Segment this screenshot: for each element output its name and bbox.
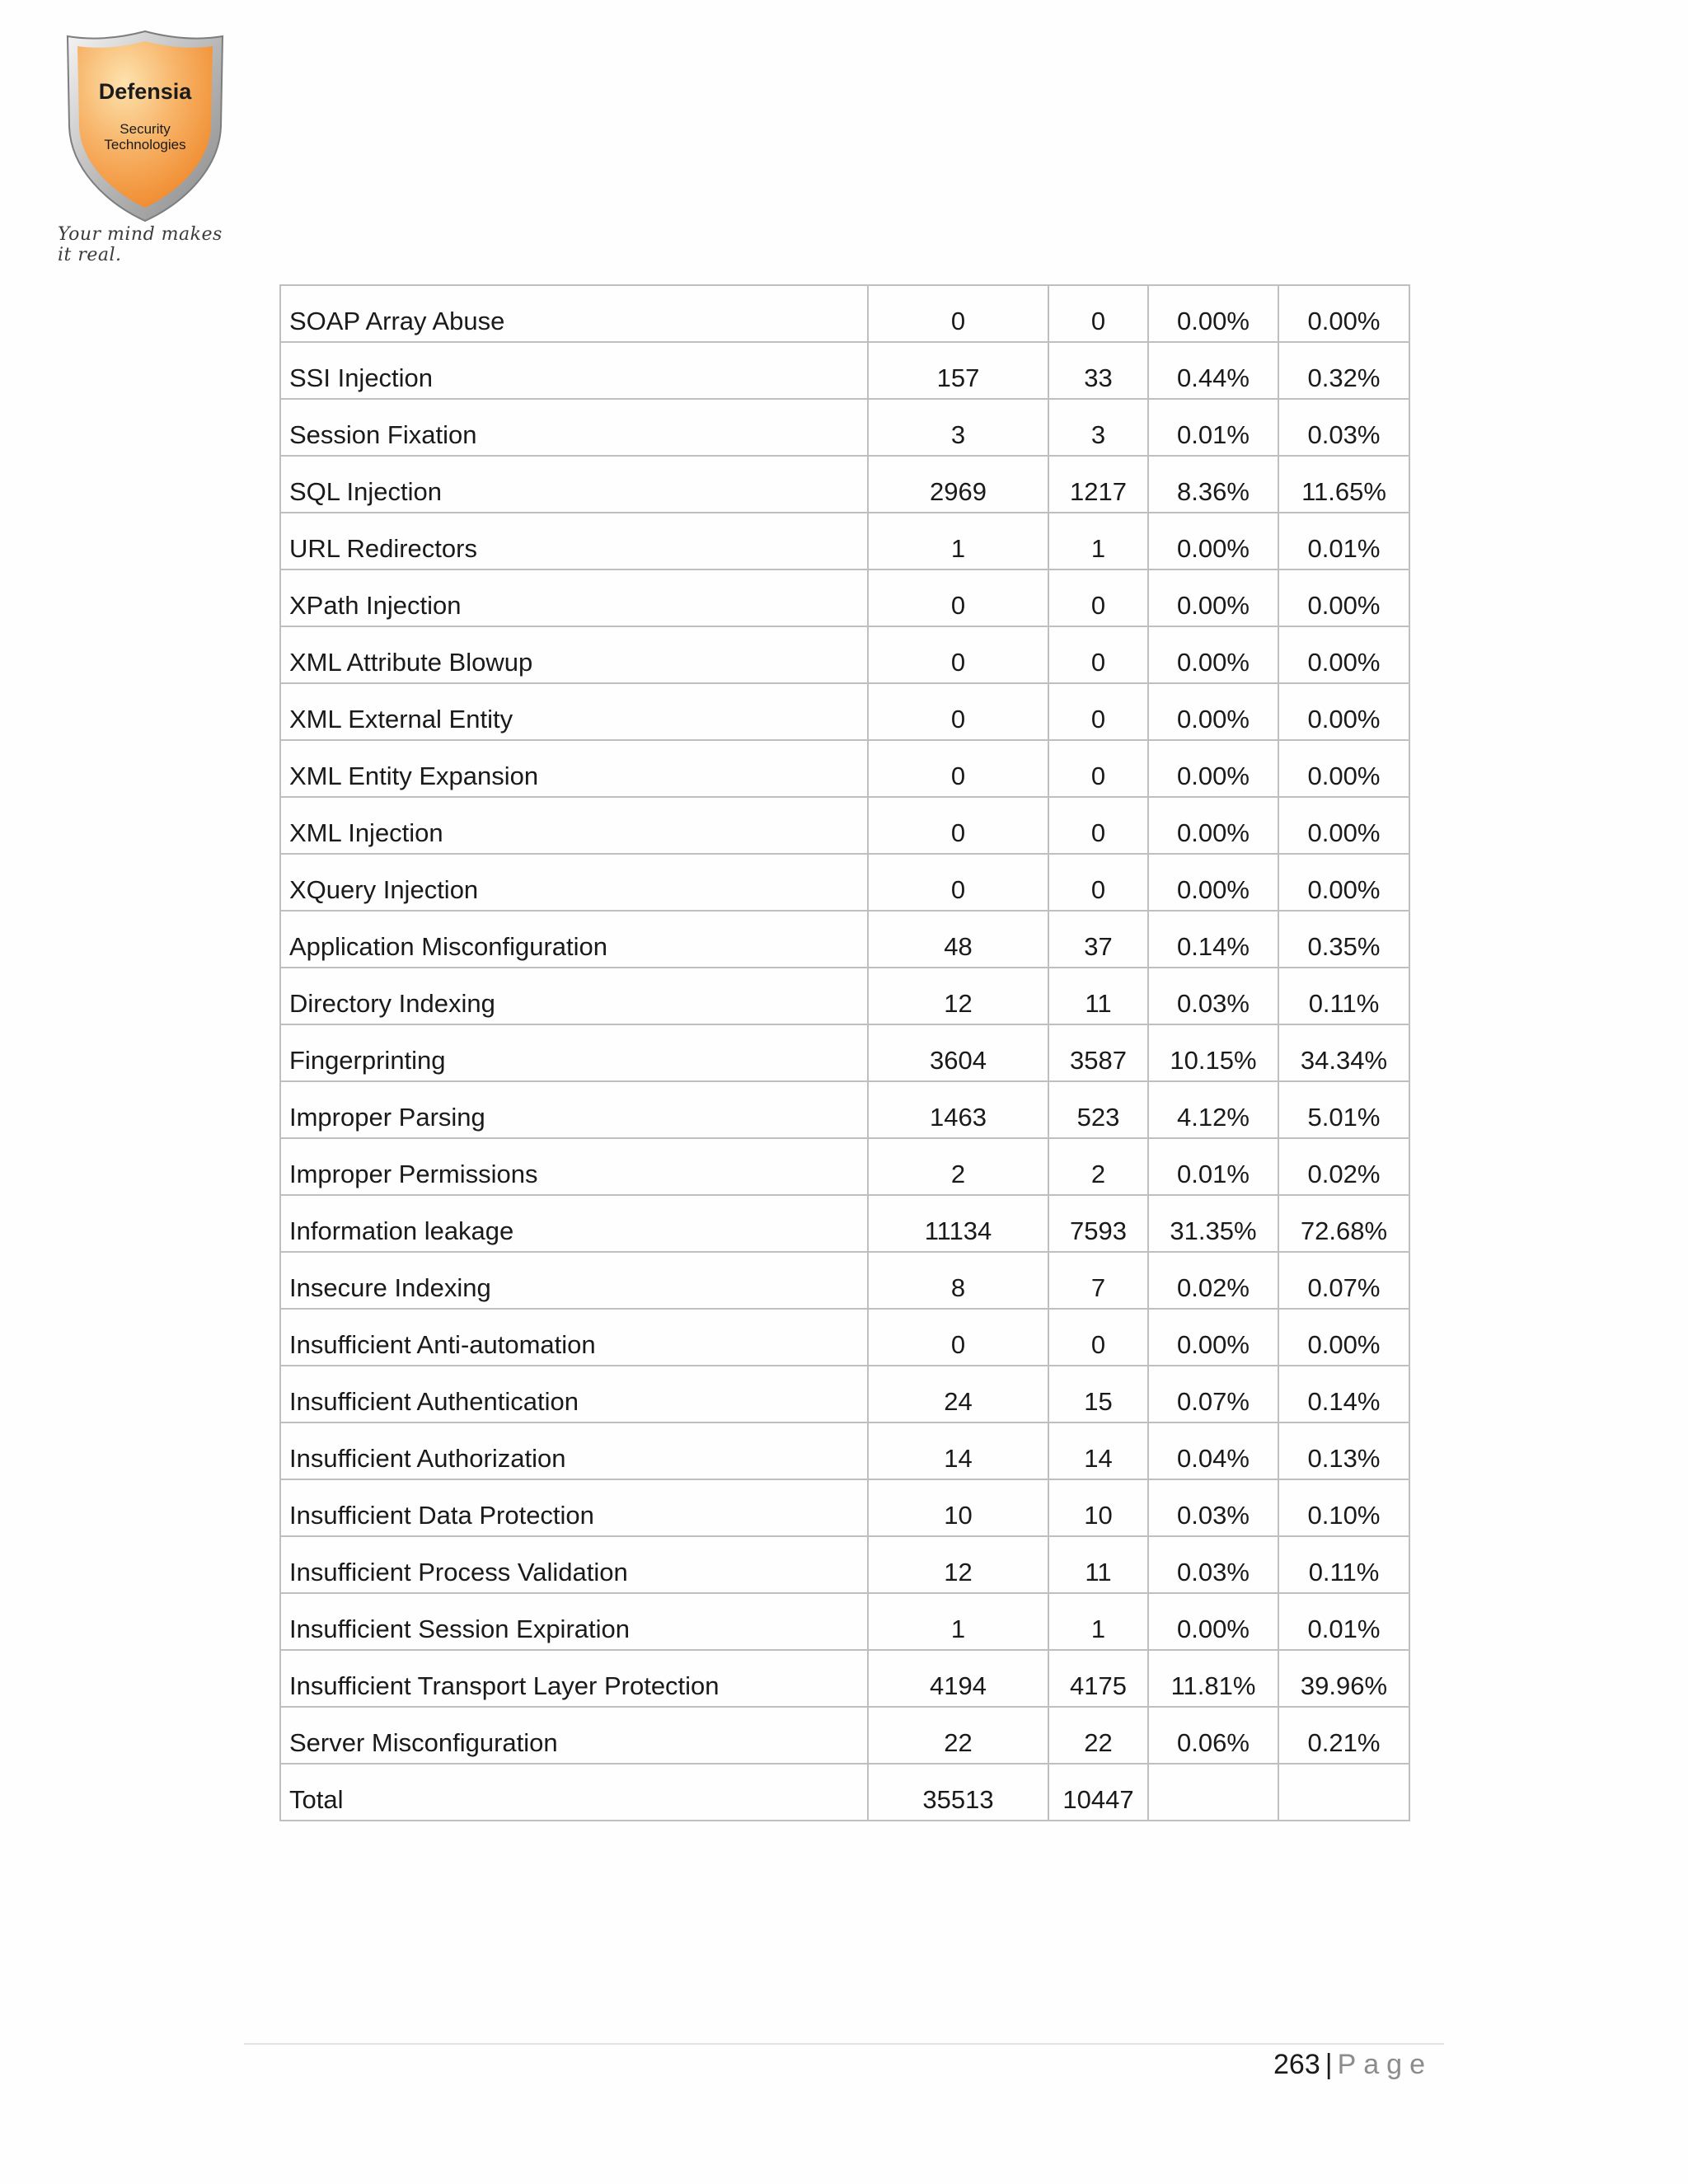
percent-1-cell: 0.01% [1148,1138,1278,1195]
category-cell: Application Misconfiguration [280,911,868,968]
vulnerability-table [279,284,1410,1821]
page-number [1273,2049,1432,2081]
category-cell: Improper Parsing [280,1081,868,1138]
percent-1-cell: 0.00% [1148,513,1278,569]
logo-line1-text: Security [120,121,171,137]
count-2-cell: 0 [1048,740,1148,797]
category-cell: Directory Indexing [280,968,868,1024]
table-row [280,626,1409,683]
count-1-cell: 0 [868,1309,1048,1366]
category-cell: Insufficient Authorization [280,1422,868,1479]
percent-2-cell: 0.00% [1278,569,1409,626]
count-1-cell: 4194 [868,1650,1048,1707]
count-1-cell: 24 [868,1366,1048,1422]
percent-1-cell: 0.03% [1148,1536,1278,1593]
percent-2-cell: 0.00% [1278,854,1409,911]
table-row [280,968,1409,1024]
category-cell: Insufficient Transport Layer Protection [280,1650,868,1707]
shield-logo-icon [56,28,234,226]
table-row [280,1195,1409,1252]
percent-1-cell: 11.81% [1148,1650,1278,1707]
count-2-cell: 0 [1048,683,1148,740]
count-1-cell: 1 [868,1593,1048,1650]
count-1-cell: 0 [868,569,1048,626]
category-cell: Insecure Indexing [280,1252,868,1309]
category-cell: XML Entity Expansion [280,740,868,797]
percent-1-cell: 0.00% [1148,1593,1278,1650]
category-cell: Fingerprinting [280,1024,868,1081]
category-cell: Insufficient Data Protection [280,1479,868,1536]
percent-1-cell: 0.02% [1148,1252,1278,1309]
table-row [280,1422,1409,1479]
percent-2-cell: 0.14% [1278,1366,1409,1422]
count-1-cell: 157 [868,342,1048,399]
percent-1-cell: 0.03% [1148,1479,1278,1536]
table-row [280,1138,1409,1195]
count-1-cell: 22 [868,1707,1048,1764]
category-cell: URL Redirectors [280,513,868,569]
count-1-cell: 35513 [868,1764,1048,1821]
category-cell: Information leakage [280,1195,868,1252]
percent-1-cell: 10.15% [1148,1024,1278,1081]
table-row [280,1479,1409,1536]
percent-1-cell: 0.44% [1148,342,1278,399]
category-cell: Insufficient Session Expiration [280,1593,868,1650]
percent-2-cell: 0.13% [1278,1422,1409,1479]
count-1-cell: 1463 [868,1081,1048,1138]
percent-2-cell: 0.00% [1278,797,1409,854]
table-row [280,569,1409,626]
table-row [280,1764,1409,1821]
percent-1-cell: 0.06% [1148,1707,1278,1764]
percent-2-cell: 0.35% [1278,911,1409,968]
category-cell: SQL Injection [280,456,868,513]
count-2-cell: 10 [1048,1479,1148,1536]
count-1-cell: 11134 [868,1195,1048,1252]
logo-brand-text: Defensia [98,79,192,104]
count-1-cell: 2969 [868,456,1048,513]
percent-2-cell: 0.11% [1278,968,1409,1024]
count-1-cell: 2 [868,1138,1048,1195]
category-cell: Session Fixation [280,399,868,456]
count-2-cell: 0 [1048,626,1148,683]
table-row [280,911,1409,968]
count-2-cell: 7 [1048,1252,1148,1309]
count-2-cell: 523 [1048,1081,1148,1138]
percent-2-cell: 0.00% [1278,740,1409,797]
count-2-cell: 10447 [1048,1764,1148,1821]
percent-2-cell: 0.00% [1278,683,1409,740]
percent-1-cell: 0.14% [1148,911,1278,968]
percent-1-cell [1148,1764,1278,1821]
percent-2-cell: 0.07% [1278,1252,1409,1309]
category-cell: Total [280,1764,868,1821]
percent-1-cell: 0.00% [1148,626,1278,683]
percent-1-cell: 4.12% [1148,1081,1278,1138]
table-row [280,1081,1409,1138]
category-cell: SSI Injection [280,342,868,399]
footer-divider [244,2043,1444,2045]
count-2-cell: 3 [1048,399,1148,456]
percent-2-cell: 34.34% [1278,1024,1409,1081]
table-row [280,797,1409,854]
count-2-cell: 15 [1048,1366,1148,1422]
count-2-cell: 0 [1048,854,1148,911]
count-1-cell: 0 [868,854,1048,911]
table-row [280,1252,1409,1309]
percent-2-cell: 0.02% [1278,1138,1409,1195]
table-row [280,285,1409,342]
count-1-cell: 48 [868,911,1048,968]
count-1-cell: 0 [868,626,1048,683]
count-2-cell: 2 [1048,1138,1148,1195]
count-2-cell: 0 [1048,797,1148,854]
logo-tagline: Your mind makes it real. [58,224,223,265]
percent-2-cell: 0.00% [1278,285,1409,342]
percent-1-cell: 0.00% [1148,569,1278,626]
count-2-cell: 0 [1048,569,1148,626]
table-row [280,854,1409,911]
percent-2-cell: 0.03% [1278,399,1409,456]
category-cell: XML Attribute Blowup [280,626,868,683]
percent-1-cell: 0.00% [1148,1309,1278,1366]
percent-1-cell: 0.00% [1148,797,1278,854]
percent-1-cell: 0.03% [1148,968,1278,1024]
percent-1-cell: 0.07% [1148,1366,1278,1422]
percent-2-cell: 0.21% [1278,1707,1409,1764]
table-body [280,285,1409,1821]
category-cell: Insufficient Anti-automation [280,1309,868,1366]
percent-2-cell: 11.65% [1278,456,1409,513]
count-1-cell: 12 [868,1536,1048,1593]
percent-2-cell: 39.96% [1278,1650,1409,1707]
table-row [280,399,1409,456]
table-row [280,1309,1409,1366]
percent-2-cell: 0.01% [1278,1593,1409,1650]
percent-1-cell: 0.00% [1148,854,1278,911]
table-row [280,1593,1409,1650]
page-number-value: 263 [1273,2049,1320,2080]
count-1-cell: 14 [868,1422,1048,1479]
count-2-cell: 37 [1048,911,1148,968]
page-word: Page [1337,2049,1432,2080]
percent-2-cell: 0.32% [1278,342,1409,399]
category-cell: XML External Entity [280,683,868,740]
category-cell: XQuery Injection [280,854,868,911]
category-cell: SOAP Array Abuse [280,285,868,342]
count-1-cell: 10 [868,1479,1048,1536]
category-cell: Improper Permissions [280,1138,868,1195]
count-1-cell: 12 [868,968,1048,1024]
count-1-cell: 0 [868,285,1048,342]
count-2-cell: 22 [1048,1707,1148,1764]
category-cell: Server Misconfiguration [280,1707,868,1764]
percent-1-cell: 31.35% [1148,1195,1278,1252]
percent-2-cell: 0.00% [1278,626,1409,683]
table-row [280,1650,1409,1707]
table-row [280,1024,1409,1081]
count-1-cell: 1 [868,513,1048,569]
count-2-cell: 3587 [1048,1024,1148,1081]
percent-2-cell: 72.68% [1278,1195,1409,1252]
count-1-cell: 0 [868,740,1048,797]
percent-2-cell: 0.11% [1278,1536,1409,1593]
count-2-cell: 0 [1048,285,1148,342]
count-1-cell: 3604 [868,1024,1048,1081]
percent-1-cell: 8.36% [1148,456,1278,513]
count-2-cell: 1 [1048,1593,1148,1650]
count-2-cell: 33 [1048,342,1148,399]
count-2-cell: 14 [1048,1422,1148,1479]
count-2-cell: 11 [1048,1536,1148,1593]
percent-2-cell: 5.01% [1278,1081,1409,1138]
percent-1-cell: 0.00% [1148,740,1278,797]
percent-1-cell: 0.00% [1148,683,1278,740]
table-row [280,1536,1409,1593]
category-cell: Insufficient Authentication [280,1366,868,1422]
percent-2-cell: 0.00% [1278,1309,1409,1366]
percent-1-cell: 0.00% [1148,285,1278,342]
category-cell: XML Injection [280,797,868,854]
table-row [280,456,1409,513]
table-row [280,1707,1409,1764]
count-2-cell: 1217 [1048,456,1148,513]
count-1-cell: 3 [868,399,1048,456]
percent-2-cell: 0.10% [1278,1479,1409,1536]
count-2-cell: 1 [1048,513,1148,569]
table-row [280,1366,1409,1422]
table-row [280,513,1409,569]
page-separator: | [1325,2049,1333,2080]
percent-1-cell: 0.04% [1148,1422,1278,1479]
table-row [280,342,1409,399]
count-2-cell: 7593 [1048,1195,1148,1252]
percent-2-cell [1278,1764,1409,1821]
count-2-cell: 4175 [1048,1650,1148,1707]
percent-1-cell: 0.01% [1148,399,1278,456]
category-cell: Insufficient Process Validation [280,1536,868,1593]
percent-2-cell: 0.01% [1278,513,1409,569]
count-1-cell: 0 [868,683,1048,740]
count-2-cell: 11 [1048,968,1148,1024]
table-row [280,683,1409,740]
logo-line2-text: Technologies [104,137,186,152]
count-2-cell: 0 [1048,1309,1148,1366]
category-cell: XPath Injection [280,569,868,626]
count-1-cell: 8 [868,1252,1048,1309]
table-row [280,740,1409,797]
count-1-cell: 0 [868,797,1048,854]
